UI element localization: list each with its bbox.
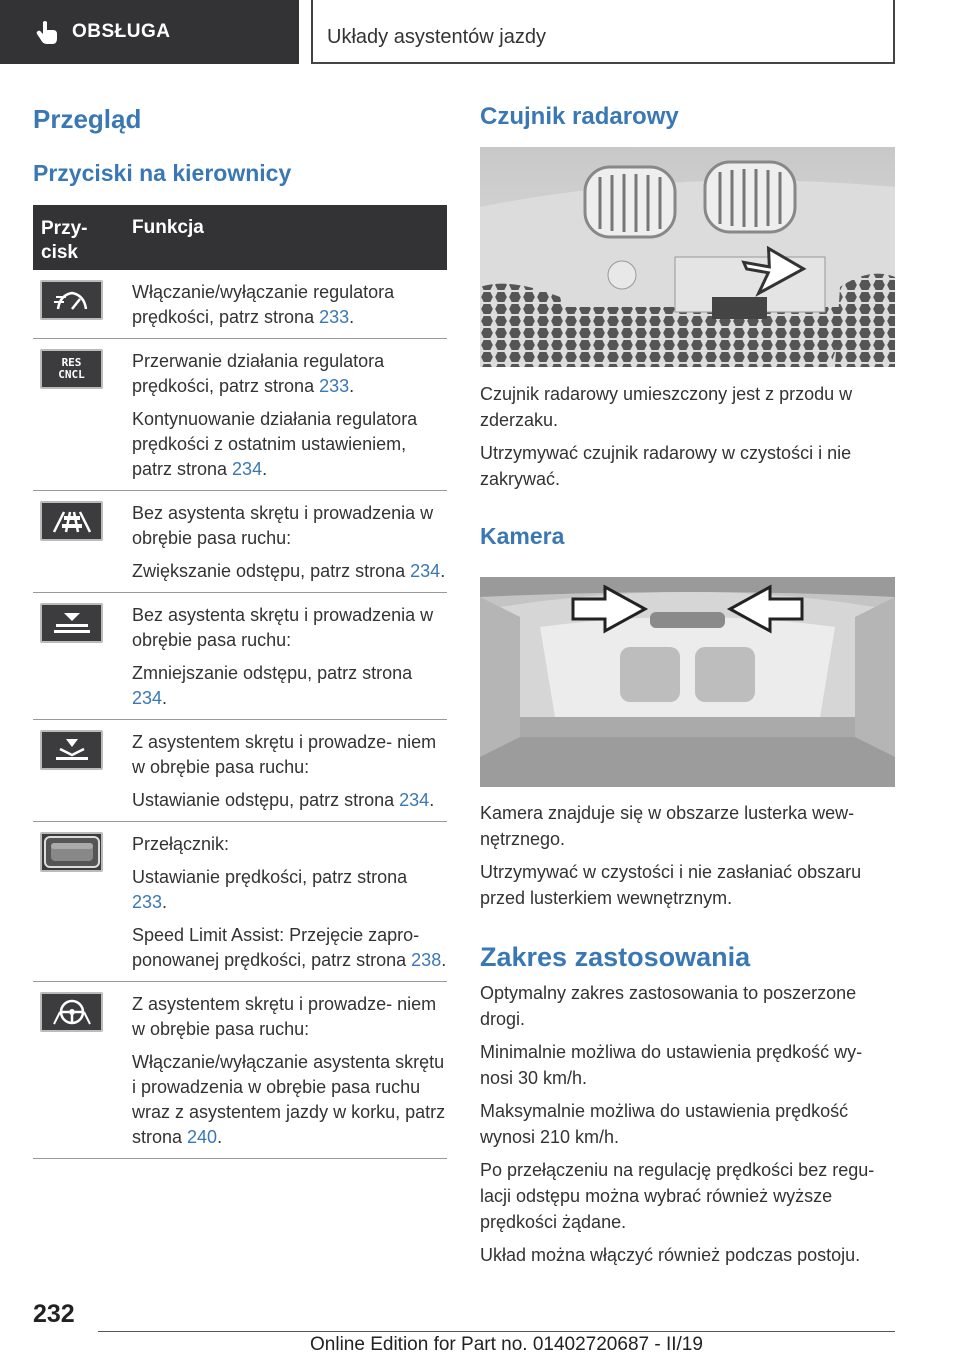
edition-note: Online Edition for Part no. 01402720687 - II/19: [310, 1334, 703, 1355]
range-paragraph-3: Maksymalnie możliwa do ustawienia prędkość wynosi 210 km/h.: [480, 1101, 849, 1147]
function-text: Przełącznik:: [132, 834, 230, 854]
page-link[interactable]: 240: [187, 1127, 218, 1147]
function-cell: [132, 593, 447, 719]
radar-paragraph-2: Utrzymywać czujnik radarowy w czystości i nie zakrywać.: [480, 443, 852, 489]
chapter-title: Układy asystentów jazdy: [311, 0, 895, 64]
page-link[interactable]: 238: [411, 950, 442, 970]
function-text: Z asystentem skrętu i prowadze- niem w obrębie pasa ruchu:: [132, 994, 437, 1039]
heading-radar: Czujnik radarowy: [480, 103, 679, 130]
page-link[interactable]: 234: [399, 790, 430, 810]
table-header: [33, 205, 447, 270]
function-cell: [132, 270, 447, 338]
range-paragraph-5: Układ można włączyć również podczas postoju.: [480, 1245, 861, 1265]
section-tab: [0, 0, 299, 64]
radar-sensor-photo: [480, 147, 895, 367]
camera-paragraph-2: Utrzymywać w czystości i nie zasłaniać obszaru przed lusterkiem wewnętrznym.: [480, 862, 862, 908]
rocker-switch-icon: [40, 832, 103, 872]
page-link[interactable]: 234: [410, 561, 441, 581]
buttons-table: [33, 205, 447, 1159]
range-text: [480, 980, 895, 1275]
page-link[interactable]: 234: [232, 459, 263, 479]
distance-increase-icon: [40, 501, 103, 541]
function-text: Ustawianie odstępu, patrz strona 234.: [132, 790, 435, 810]
camera-photo: [480, 577, 895, 787]
page-link[interactable]: 233: [132, 892, 163, 912]
table-row: [33, 593, 447, 720]
function-text: Przerwanie działania regulatora prędkości, patrz strona 233.: [132, 351, 385, 396]
hand-icon: [36, 20, 58, 44]
camera-paragraph-1: Kamera znajduje się w obszarze lusterka wew- nętrznego.: [480, 803, 855, 849]
heading-overview: Przegląd: [33, 104, 142, 134]
table-row: [33, 270, 447, 339]
function-text: Ustawianie prędkości, patrz strona 233.: [132, 867, 408, 912]
distance-decrease-icon: [40, 603, 103, 643]
steering-assist-icon: [40, 992, 103, 1032]
heading-steering-buttons: Przyciski na kierownicy: [33, 160, 292, 186]
distance-set-icon: [40, 730, 103, 770]
function-text: Speed Limit Assist: Przejęcie zapro- ponowanej prędkości, patrz strona 238.: [132, 925, 447, 970]
function-text: Zmniejszanie odstępu, patrz strona 234.: [132, 663, 413, 708]
section-tab-label: OBSŁUGA: [72, 21, 171, 42]
function-text: Bez asystenta skrętu i prowadzenia w obrębie pasa ruchu:: [132, 503, 434, 548]
function-text: Włączanie/wyłączanie asystenta skrętu i prowadzenia w obrębie pasa ruchu wraz z asystentem jazdy w korku, patrz strona 240.: [132, 1052, 446, 1147]
function-cell: [132, 982, 447, 1158]
function-cell: [132, 822, 447, 981]
function-text: Bez asystenta skrętu i prowadzenia w obrębie pasa ruchu:: [132, 605, 434, 650]
radar-paragraph-1: Czujnik radarowy umieszczony jest z przodu w zderzaku.: [480, 384, 853, 430]
function-text: Włączanie/wyłączanie regulatora prędkości, patrz strona 233.: [132, 282, 395, 327]
table-row: [33, 982, 447, 1159]
header-function: Funkcja: [132, 217, 204, 238]
function-cell: [132, 339, 447, 490]
function-text: Zwiększanie odstępu, patrz strona 234.: [132, 561, 446, 581]
heading-camera: Kamera: [480, 523, 565, 549]
function-cell: [132, 720, 447, 821]
page-link[interactable]: 233: [319, 307, 350, 327]
header-button: Przy- cisk: [41, 218, 88, 263]
page-number: 232: [33, 1300, 75, 1328]
range-paragraph-4: Po przełączeniu na regulację prędkości bez regu- lacji odstępu można wybrać również wyższe prędkości żądane.: [480, 1160, 875, 1232]
res-cncl-icon: RES CNCL: [40, 349, 103, 389]
table-row: [33, 491, 447, 593]
camera-text: [480, 800, 895, 918]
page-link[interactable]: 234: [132, 688, 163, 708]
page-link[interactable]: 233: [319, 376, 350, 396]
heading-range: Zakres zastosowania: [480, 942, 751, 972]
function-text: Z asystentem skrętu i prowadze- niem w obrębie pasa ruchu:: [132, 732, 437, 777]
radar-text: [480, 381, 895, 499]
function-text: Kontynuowanie działania regulatora prędkości z ostatnim ustawieniem, patrz strona 234.: [132, 409, 418, 479]
table-row: [33, 822, 447, 982]
range-paragraph-1: Optymalny zakres zastosowania to poszerzone drogi.: [480, 983, 857, 1029]
table-row: [33, 720, 447, 822]
speed-control-icon: [40, 280, 103, 320]
footer-divider: [98, 1331, 895, 1332]
table-row: [33, 339, 447, 491]
range-paragraph-2: Minimalnie możliwa do ustawienia prędkość wy- nosi 30 km/h.: [480, 1042, 863, 1088]
function-cell: [132, 491, 447, 592]
